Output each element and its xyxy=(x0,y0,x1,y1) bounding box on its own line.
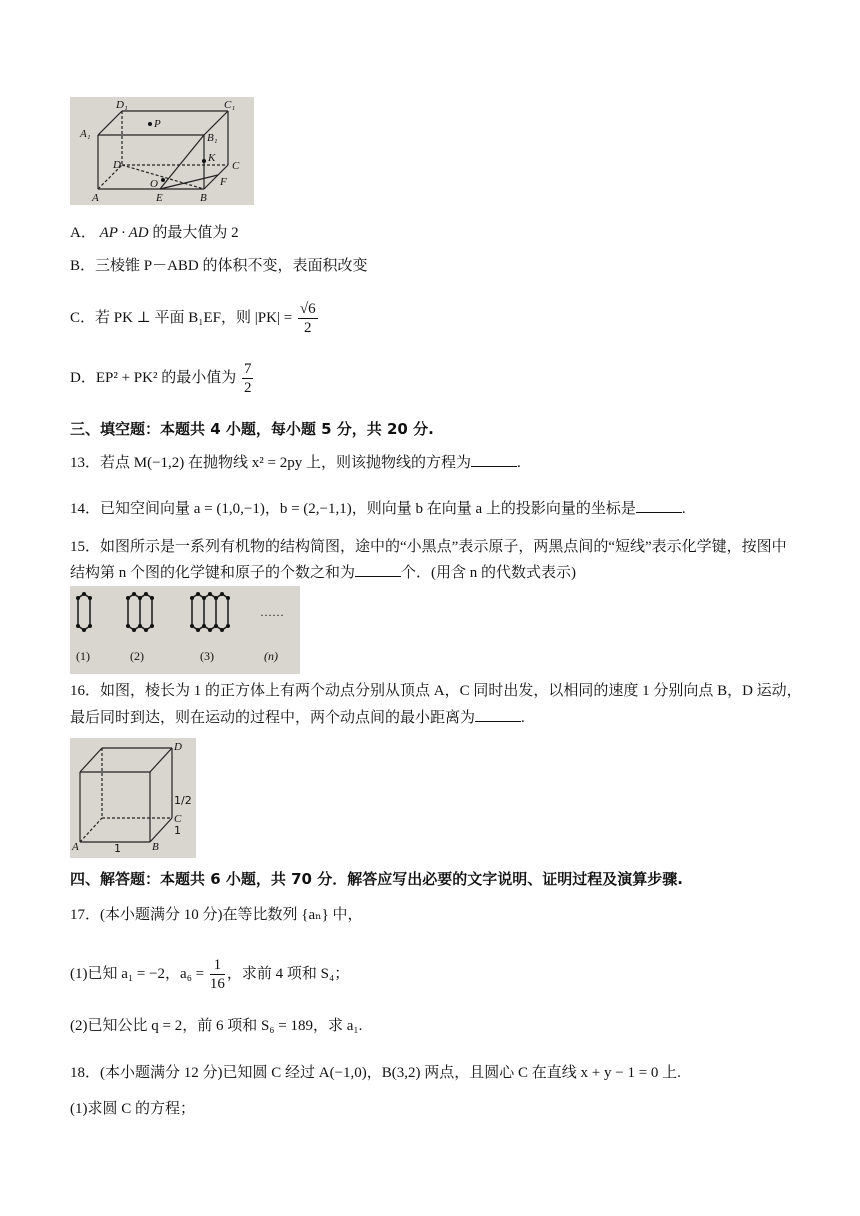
q16-end: . xyxy=(521,710,525,726)
question-17-part1 xyxy=(70,956,349,993)
cube-label-one-side: 1 xyxy=(174,824,181,837)
question-18-part1: (1)求圆 C 的方程； xyxy=(70,1101,195,1117)
cube-label-half: 1/2 xyxy=(174,794,192,807)
label-A1: A₁ xyxy=(80,128,91,140)
option-c-prefix: C．若 PK ⊥ 平面 B₁EF，则 |PK| = xyxy=(70,309,293,326)
q15-line2b: 个．(用含 n 的代数式表示) xyxy=(401,565,577,581)
mol-label-3: (3) xyxy=(200,649,214,663)
question-16-line1: 16．如图，棱长为 1 的正方体上有两个动点分别从顶点 A，C 同时出发，以相同的速度 1 分别向点 B，D 运动， xyxy=(70,683,802,699)
option-d-fraction xyxy=(242,360,254,397)
cube-label-C: C xyxy=(174,813,182,825)
question-17-part2: (2)已知公比 q = 2，前 6 项和 S₆ = 189，求 a₁. xyxy=(70,1018,363,1034)
mol-ellipsis: …… xyxy=(260,605,284,619)
option-a-prefix: A． xyxy=(70,225,96,241)
cube-label-D: D xyxy=(174,741,182,753)
q14-end: . xyxy=(681,501,686,517)
question-15-line1: 15．如图所示是一系列有机物的结构简图，途中的“小黑点”表示原子，两黑点间的“短线”表示化学键，按图中 xyxy=(70,539,787,555)
cube-label-one-bottom: 1 xyxy=(114,842,121,855)
question-18-head: 18．(本小题满分 12 分)已知圆 C 经过 A(−1,0)，B(3,2) 两点，且圆心 C 在直线 x + y − 1 = 0 上. xyxy=(70,1065,681,1081)
option-d-num: 7 xyxy=(243,361,252,377)
q17-den: 16 xyxy=(209,976,225,992)
label-D: D xyxy=(113,159,121,171)
label-F: F xyxy=(220,176,227,188)
option-d-prefix: D．EP² + PK² 的最小值为 xyxy=(70,369,237,386)
q14-text: 14．已知空间向量 a = (1,0,−1)，b = (2,−1,1)，则向量 b 在向量 a 上的投影向量的坐标是 xyxy=(70,501,636,517)
question-13 xyxy=(70,452,521,474)
question-17-head: 17．(本小题满分 10 分)在等比数列 {aₙ} 中， xyxy=(70,907,363,923)
label-P: P xyxy=(154,118,161,130)
option-c-fraction xyxy=(298,300,318,337)
answer-blank-15[interactable] xyxy=(355,562,401,577)
q15-line2a: 结构第 n 个图的化学键和原子的个数之和为 xyxy=(70,565,356,581)
label-E: E xyxy=(156,192,163,204)
figure-cube xyxy=(70,738,196,858)
label-B: B xyxy=(200,192,207,204)
answer-blank-16[interactable] xyxy=(475,707,521,722)
mol-label-1: (1) xyxy=(76,649,90,663)
option-d-den: 2 xyxy=(243,380,252,396)
option-a-expr: AP · AD xyxy=(99,225,149,241)
q13-end: . xyxy=(517,455,521,471)
label-C: C xyxy=(232,160,240,172)
label-A: A xyxy=(92,192,99,204)
option-b: B．三棱锥 P－ABD 的体积不变，表面积改变 xyxy=(70,258,368,274)
question-16-line2 xyxy=(70,707,525,729)
mol-label-2: (2) xyxy=(130,649,144,663)
option-a-suffix: 的最大值为 2 xyxy=(148,225,239,241)
question-15-line2 xyxy=(70,562,576,584)
option-c xyxy=(70,300,320,337)
answer-blank-13[interactable] xyxy=(471,452,517,467)
label-O: O xyxy=(150,178,158,190)
label-K: K xyxy=(208,152,216,164)
cube-label-A: A xyxy=(72,841,79,853)
label-C1: C₁ xyxy=(224,99,236,111)
option-a xyxy=(70,222,239,244)
mol-label-n: (n) xyxy=(264,649,278,663)
q17-num: 1 xyxy=(210,956,225,975)
q16-line2: 最后同时到达，则在运动的过程中，两个动点间的最小距离为 xyxy=(70,710,476,726)
label-B1: B₁ xyxy=(207,132,218,144)
answer-blank-14[interactable] xyxy=(636,498,682,513)
option-c-den: 2 xyxy=(304,320,312,336)
q17-p1b: ，求前 4 项和 S₄； xyxy=(226,965,350,982)
section-3-heading: 三、填空题：本题共 4 小题，每小题 5 分，共 20 分. xyxy=(70,420,434,438)
section-4-heading: 四、解答题：本题共 6 小题，共 70 分．解答应写出必要的文字说明、证明过程及演算步骤. xyxy=(70,870,683,888)
option-d xyxy=(70,360,255,397)
figure-cuboid xyxy=(70,97,254,205)
q17-fraction xyxy=(210,956,225,993)
question-14 xyxy=(70,498,686,520)
figure-molecules xyxy=(70,586,300,674)
label-D1: D₁ xyxy=(116,99,128,111)
q13-text: 13．若点 M(−1,2) 在抛物线 x² = 2py 上，则该抛物线的方程为 xyxy=(70,455,471,471)
option-c-num: √6 xyxy=(299,301,316,317)
cube-label-B: B xyxy=(152,841,159,853)
q17-p1a: (1)已知 a₁ = −2，a₆ = xyxy=(70,965,205,982)
